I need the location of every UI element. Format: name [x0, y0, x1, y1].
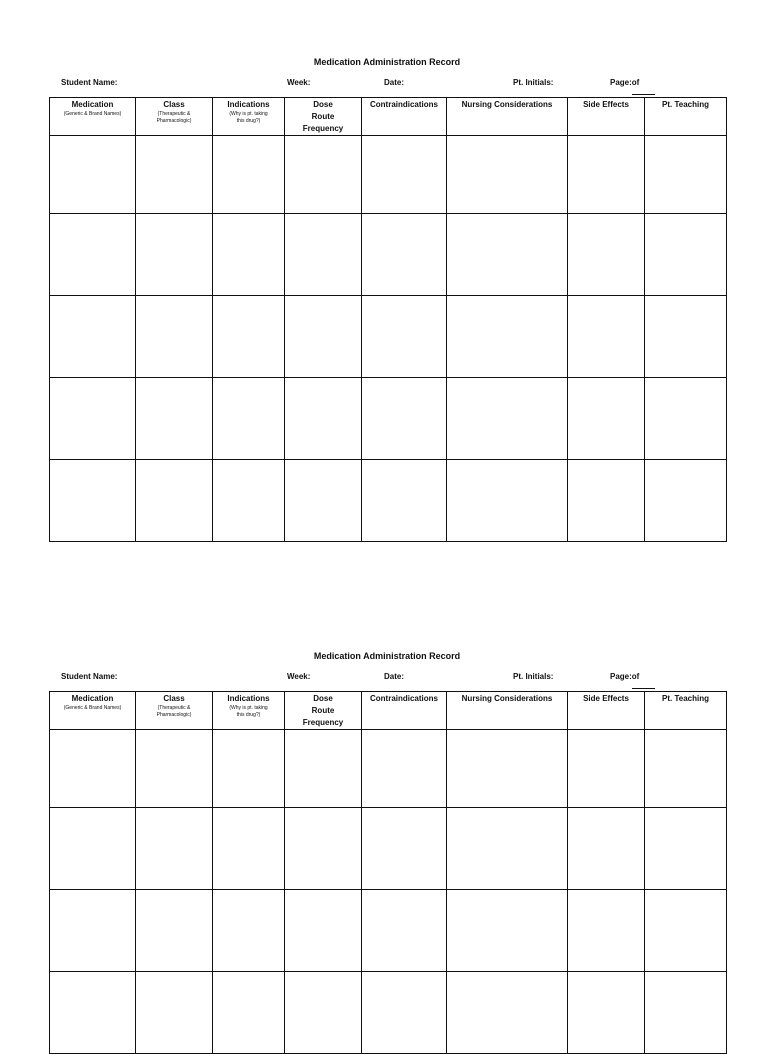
- table-row: [50, 136, 727, 214]
- page-label: Page:: [610, 672, 632, 681]
- table-cell[interactable]: [136, 730, 213, 808]
- table-cell[interactable]: [50, 296, 136, 378]
- table-row: [50, 808, 727, 890]
- table-cell[interactable]: [50, 378, 136, 460]
- table-cell[interactable]: [645, 808, 727, 890]
- of-blank: [639, 86, 655, 95]
- table-cell[interactable]: [213, 214, 285, 296]
- medication-header: Medication: [71, 100, 114, 109]
- indications-header: Indications: [227, 694, 270, 703]
- table-cell[interactable]: [213, 296, 285, 378]
- table-cell[interactable]: [285, 972, 362, 1054]
- medication-subheader: (Generic & Brand Names): [63, 111, 122, 117]
- student-name-label: Student Name:: [61, 78, 118, 87]
- route-header: Route: [311, 112, 335, 121]
- table-cell[interactable]: [285, 460, 362, 542]
- medication-table: [49, 691, 727, 1054]
- table-cell[interactable]: [285, 730, 362, 808]
- table-cell[interactable]: [447, 972, 568, 1054]
- col-side-effects: Side Effects: [568, 98, 645, 136]
- of-blank: [639, 680, 655, 689]
- class-header: Class: [163, 694, 185, 703]
- col-dose-route-frequency: [285, 98, 362, 136]
- indications-subheader-line2: this drug?): [236, 712, 261, 718]
- table-cell[interactable]: [136, 460, 213, 542]
- table-cell[interactable]: [568, 378, 645, 460]
- table-cell[interactable]: [50, 136, 136, 214]
- table-cell[interactable]: [362, 808, 447, 890]
- table-cell[interactable]: [213, 730, 285, 808]
- table-cell[interactable]: [645, 972, 727, 1054]
- table-cell[interactable]: [447, 460, 568, 542]
- of-label: of: [631, 78, 640, 87]
- medication-subheader: (Generic & Brand Names): [63, 705, 122, 711]
- col-class: [136, 98, 213, 136]
- table-cell[interactable]: [136, 972, 213, 1054]
- col-pt-teaching: Pt. Teaching: [645, 98, 727, 136]
- table-cell[interactable]: [50, 972, 136, 1054]
- table-cell[interactable]: [447, 296, 568, 378]
- table-cell[interactable]: [285, 808, 362, 890]
- of-label: of: [631, 672, 640, 681]
- table-cell[interactable]: [362, 214, 447, 296]
- col-indications: [213, 692, 285, 730]
- table-cell[interactable]: [568, 808, 645, 890]
- table-cell[interactable]: [136, 214, 213, 296]
- table-cell[interactable]: [645, 214, 727, 296]
- indications-subheader-line1: (Why is pt. taking: [229, 705, 268, 711]
- table-cell[interactable]: [362, 378, 447, 460]
- table-cell[interactable]: [213, 378, 285, 460]
- table-cell[interactable]: [645, 730, 727, 808]
- table-cell[interactable]: [362, 136, 447, 214]
- col-contraindications: Contraindications: [362, 692, 447, 730]
- col-medication: [50, 692, 136, 730]
- col-nursing-considerations: Nursing Considerations: [447, 692, 568, 730]
- table-cell[interactable]: [50, 890, 136, 972]
- class-header: Class: [163, 100, 185, 109]
- table-cell[interactable]: [645, 890, 727, 972]
- col-nursing-considerations: Nursing Considerations: [447, 98, 568, 136]
- table-cell[interactable]: [568, 890, 645, 972]
- table-cell[interactable]: [568, 730, 645, 808]
- table-cell[interactable]: [285, 890, 362, 972]
- table-cell[interactable]: [50, 214, 136, 296]
- date-label: Date:: [384, 672, 405, 681]
- table-row: [50, 296, 727, 378]
- medication-record-form: [49, 56, 725, 542]
- col-class: [136, 692, 213, 730]
- form-title: Medication Administration Record: [313, 57, 461, 67]
- form-info-row: [49, 70, 725, 97]
- table-cell[interactable]: [136, 890, 213, 972]
- table-cell[interactable]: [447, 136, 568, 214]
- table-cell[interactable]: [447, 378, 568, 460]
- table-cell[interactable]: [285, 136, 362, 214]
- medication-table: [49, 97, 727, 542]
- table-cell[interactable]: [645, 378, 727, 460]
- table-cell[interactable]: [568, 460, 645, 542]
- table-cell[interactable]: [136, 378, 213, 460]
- table-cell[interactable]: [136, 296, 213, 378]
- table-cell[interactable]: [447, 214, 568, 296]
- col-indications: [213, 98, 285, 136]
- table-cell[interactable]: [362, 730, 447, 808]
- class-subheader-line1: (Therapeutic &: [157, 111, 191, 117]
- page-number-field: [610, 672, 639, 681]
- frequency-header: Frequency: [302, 124, 344, 133]
- col-dose-route-frequency: [285, 692, 362, 730]
- form-info-row: [49, 664, 725, 691]
- table-row: [50, 730, 727, 808]
- table-cell[interactable]: [568, 972, 645, 1054]
- table-cell[interactable]: [362, 296, 447, 378]
- table-cell[interactable]: [213, 460, 285, 542]
- table-cell[interactable]: [568, 136, 645, 214]
- frequency-header: Frequency: [302, 718, 344, 727]
- table-row: [50, 972, 727, 1054]
- page-number-field: [610, 78, 639, 87]
- table-cell[interactable]: [50, 730, 136, 808]
- header-row: [50, 98, 727, 136]
- pt-initials-label: Pt. Initials:: [513, 78, 554, 87]
- student-name-label: Student Name:: [61, 672, 118, 681]
- table-row: [50, 378, 727, 460]
- table-cell[interactable]: [136, 808, 213, 890]
- table-cell[interactable]: [645, 460, 727, 542]
- table-cell[interactable]: [447, 730, 568, 808]
- table-cell[interactable]: [285, 214, 362, 296]
- col-pt-teaching: Pt. Teaching: [645, 692, 727, 730]
- table-cell[interactable]: [362, 972, 447, 1054]
- table-cell[interactable]: [447, 890, 568, 972]
- table-cell[interactable]: [213, 890, 285, 972]
- table-row: [50, 890, 727, 972]
- table-cell[interactable]: [645, 136, 727, 214]
- dose-header: Dose: [313, 694, 333, 703]
- indications-subheader-line1: (Why is pt. taking: [229, 111, 268, 117]
- indications-header: Indications: [227, 100, 270, 109]
- week-label: Week:: [287, 672, 311, 681]
- table-cell[interactable]: [362, 460, 447, 542]
- table-cell[interactable]: [285, 296, 362, 378]
- table-row: [50, 460, 727, 542]
- header-row: [50, 692, 727, 730]
- table-cell[interactable]: [568, 214, 645, 296]
- table-cell[interactable]: [213, 136, 285, 214]
- medication-header: Medication: [71, 694, 114, 703]
- pt-initials-label: Pt. Initials:: [513, 672, 554, 681]
- dose-header: Dose: [313, 100, 333, 109]
- indications-subheader-line2: this drug?): [236, 118, 261, 124]
- date-label: Date:: [384, 78, 405, 87]
- class-subheader-line2: Pharmacologic): [156, 118, 192, 124]
- table-cell[interactable]: [50, 460, 136, 542]
- table-cell[interactable]: [213, 808, 285, 890]
- form-title: Medication Administration Record: [313, 651, 461, 661]
- class-subheader-line1: (Therapeutic &: [157, 705, 191, 711]
- col-side-effects: Side Effects: [568, 692, 645, 730]
- table-cell[interactable]: [362, 890, 447, 972]
- col-contraindications: Contraindications: [362, 98, 447, 136]
- class-subheader-line2: Pharmacologic): [156, 712, 192, 718]
- table-cell[interactable]: [568, 296, 645, 378]
- table-cell[interactable]: [50, 808, 136, 890]
- table-row: [50, 214, 727, 296]
- route-header: Route: [311, 706, 335, 715]
- table-cell[interactable]: [645, 296, 727, 378]
- table-cell[interactable]: [136, 136, 213, 214]
- page-label: Page:: [610, 78, 632, 87]
- table-cell[interactable]: [447, 808, 568, 890]
- table-cell[interactable]: [285, 378, 362, 460]
- medication-record-form: [49, 650, 725, 1054]
- week-label: Week:: [287, 78, 311, 87]
- col-medication: [50, 98, 136, 136]
- table-cell[interactable]: [213, 972, 285, 1054]
